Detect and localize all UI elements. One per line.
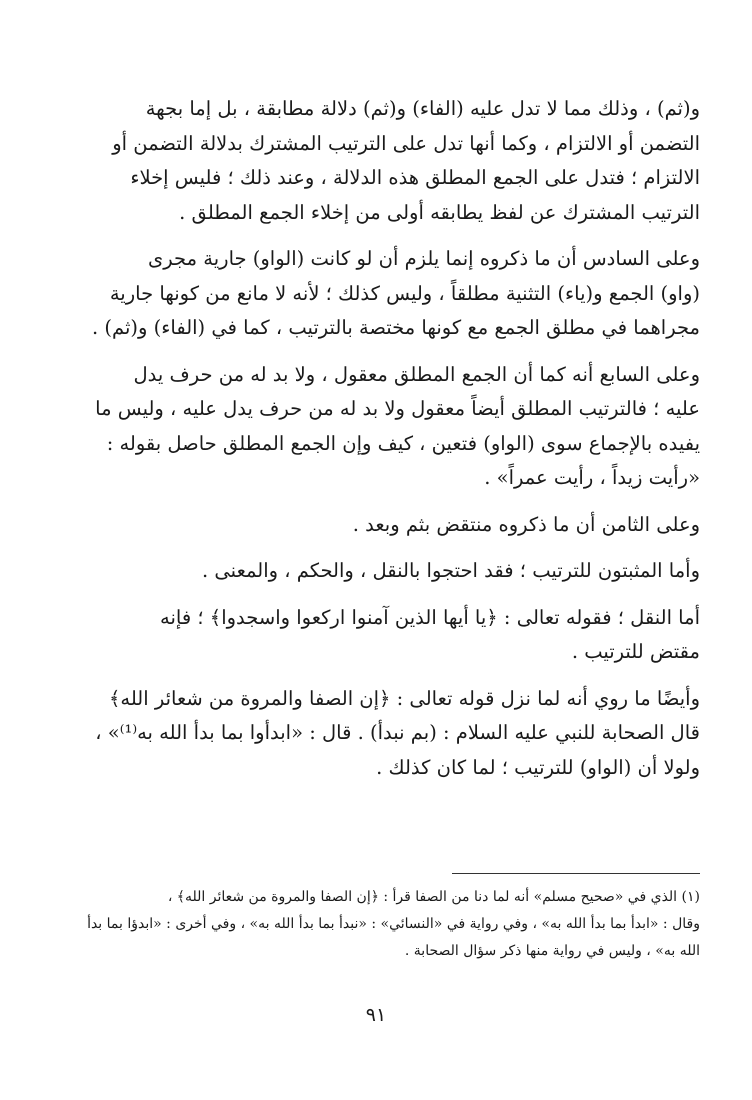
text-line: (واو) الجمع و(ياء) التثنية مطلقاً ، وليس كذلك ؛ لأنه لا مانع من كونها جارية (109, 281, 700, 305)
text-line: و(ثم) ، وذلك مما لا تدل عليه (الفاء) و(ثم) دلالة مطابقة ، بل إما بجهة (145, 97, 700, 120)
text-line: ولولا أن (الواو) للترتيب ؛ لما كان كذلك . (376, 755, 700, 779)
text-line: وعلى السابع أنه كما أن الجمع المطلق معقول ، ولا بد له من حرف يدل (133, 362, 700, 386)
text-line: وأما المثبتون للترتيب ؛ فقد احتجوا بالنقل ، والحكم ، والمعنى . (202, 559, 700, 582)
paragraph-7 (60, 682, 700, 786)
text-line: الالتزام ؛ فتدل على الجمع المطلق هذه الدلالة ، وعند ذلك ؛ فليس إخلاء (130, 166, 700, 189)
text-line: عليه ؛ فالترتيب المطلق أيضاً معقول ولا بد له من حرف يدل عليه ، وليس ما (95, 397, 700, 420)
text-line: التضمن أو الالتزام ، وكما أنها تدل على الترتيب المشترك بدلالة التضمن أو (112, 131, 700, 155)
paragraph-4 (60, 508, 700, 543)
paragraph-5 (60, 554, 700, 589)
paragraph-2 (60, 242, 700, 346)
footnotes (60, 884, 700, 965)
paragraph-6 (60, 601, 700, 670)
text-line: مجراهما في مطلق الجمع مع كونها مختصة بالترتيب ، كما في (الفاء) و(ثم) . (91, 316, 700, 339)
text-line: وأيضًا ما روي أنه لما نزل قوله تعالى : ﴿إن الصفا والمروة من شعائر الله﴾ (108, 686, 700, 710)
text-line: مقتض للترتيب . (571, 640, 700, 663)
text-line: الترتيب المشترك عن لفظ يطابقه أولى من إخلاء الجمع المطلق . (179, 200, 700, 224)
text-line: أما النقل ؛ فقوله تعالى : ﴿يا أيها الذين آمنوا اركعوا واسجدوا﴾ ؛ فإنه (160, 605, 700, 629)
main-text (60, 92, 700, 797)
text-line: وعلى السادس أن ما ذكروه إنما يلزم أن لو كانت (الواو) جارية مجرى (148, 247, 700, 270)
footnote-line: وقال : «ابدأ بما بدأ الله به» ، وفي رواية في «النسائي» : «نبدأ بما بدأ الله به» ، وفي أخرى : «ابدؤا بما بدأ (87, 916, 700, 932)
text-line: يفيده بالإجماع سوى (الواو) فتعين ، كيف وإن الجمع المطلق حاصل بقوله : (106, 431, 700, 455)
text-line: قال الصحابة للنبي عليه السلام : (بم نبدأ) . قال : «ابدأوا بما بدأ الله به⁽¹⁾» ، (95, 721, 700, 744)
text-line: وعلى الثامن أن ما ذكروه منتقض بثم وبعد . (352, 512, 700, 536)
paragraph-1 (60, 92, 700, 230)
footnote-divider (452, 873, 700, 874)
text-line: «رأيت زيداً ، رأيت عمراً» . (484, 466, 700, 489)
page-number: ٩١ (365, 1004, 387, 1026)
footnote-line: (١) الذي في «صحيح مسلم» أنه لما دنا من الصفا قرأ : ﴿إن الصفا والمروة من شعائر الله﴾ ، (167, 889, 700, 905)
footnote-line: الله به» ، وليس في رواية منها ذكر سؤال الصحابة . (404, 943, 700, 959)
paragraph-3 (60, 358, 700, 496)
